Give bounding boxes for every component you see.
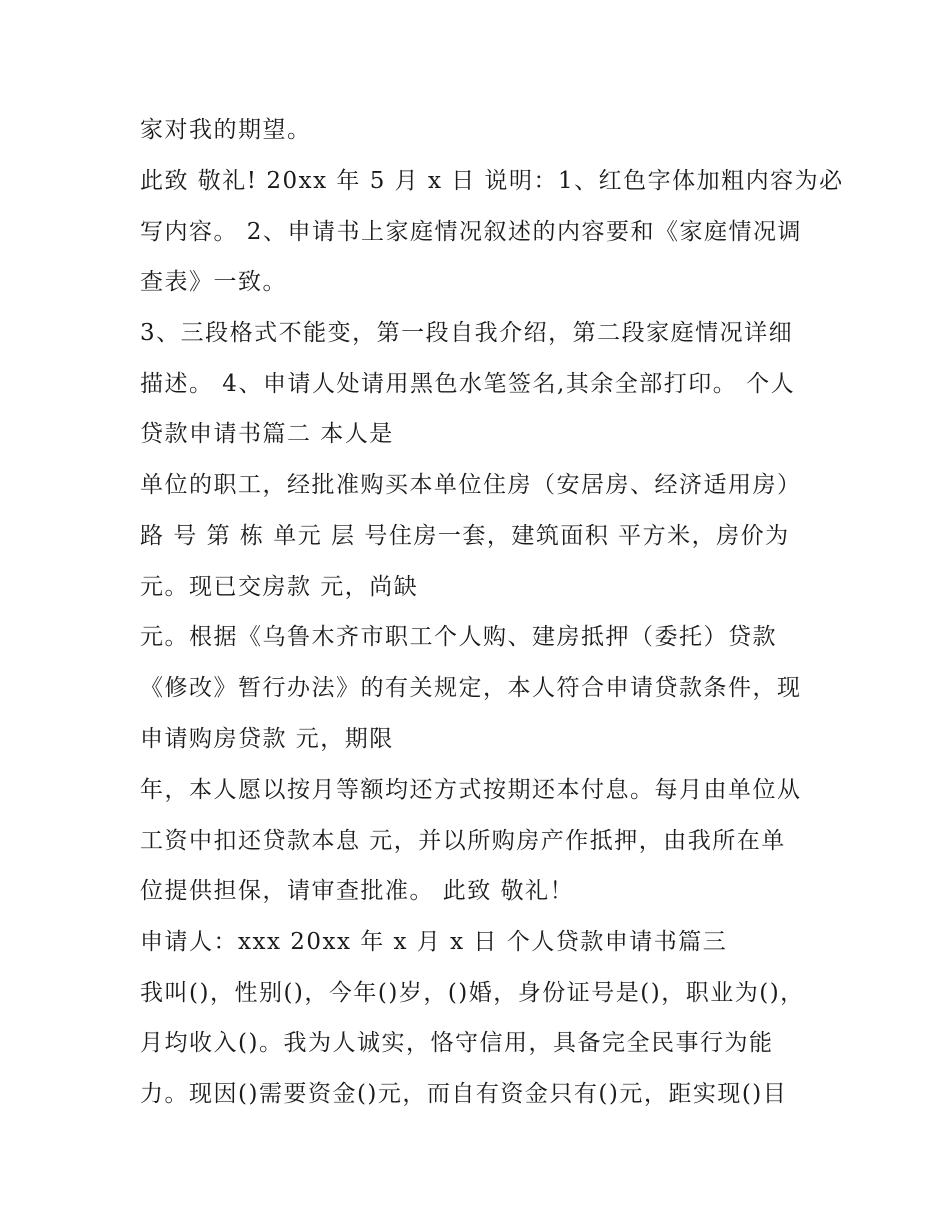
text-line: 描述。 4、申请人处请用黑色水笔签名,其余全部打印。 个人 (140, 371, 796, 397)
text-line: 写内容。 2、申请书上家庭情况叙述的内容要和《家庭情况调 (140, 219, 802, 245)
text-line: 《修改》暂行办法》的有关规定，本人符合申请贷款条件，现 (140, 675, 802, 701)
text-line: 年，本人愿以按月等额均还方式按期还本付息。每月由单位从 (140, 777, 802, 803)
text-line: 贷款申请书篇二 本人是 (140, 421, 394, 447)
text-line: 工资中扣还贷款本息 元，并以所购房产作抵押，由我所在单 (140, 828, 786, 854)
text-line: 此致 敬礼! 20xx 年 5 月 x 日 说明：1、红色字体加粗内容为必 (140, 168, 844, 194)
text-line: 位提供担保，请审查批准。 此致 敬礼！ (140, 878, 575, 904)
text-line: 元。根据《乌鲁木齐市职工个人购、建房抵押（委托）贷款 (140, 624, 777, 650)
text-line: 查表》一致。 (140, 269, 287, 295)
text-line: 力。现因()需要资金()元，而自有资金只有()元，距实现()目 (140, 1081, 788, 1107)
text-line: 申请购房贷款 元，期限 (140, 726, 394, 752)
text-line: 家对我的期望。 (140, 117, 312, 143)
text-line: 单位的职工，经批准购买本单位住房（安居房、经济适用房） (140, 472, 802, 498)
text-line: 申请人：xxx 20xx 年 x 月 x 日 个人贷款申请书篇三 (140, 929, 728, 955)
text-line: 月均收入()。我为人诚实，恪守信用，具备完全民事行为能 (140, 1030, 774, 1056)
text-line: 元。现已交房款 元，尚缺 (140, 574, 419, 600)
text-line: 我叫()，性别()，今年()岁，()婚，身份证号是()，职业为()， (140, 980, 805, 1006)
text-line: 路 号 第 栋 单元 层 号住房一套，建筑面积 平方米，房价为 (140, 523, 790, 549)
text-line: 3、三段格式不能变，第一段自我介绍，第二段家庭情况详细 (140, 320, 794, 346)
